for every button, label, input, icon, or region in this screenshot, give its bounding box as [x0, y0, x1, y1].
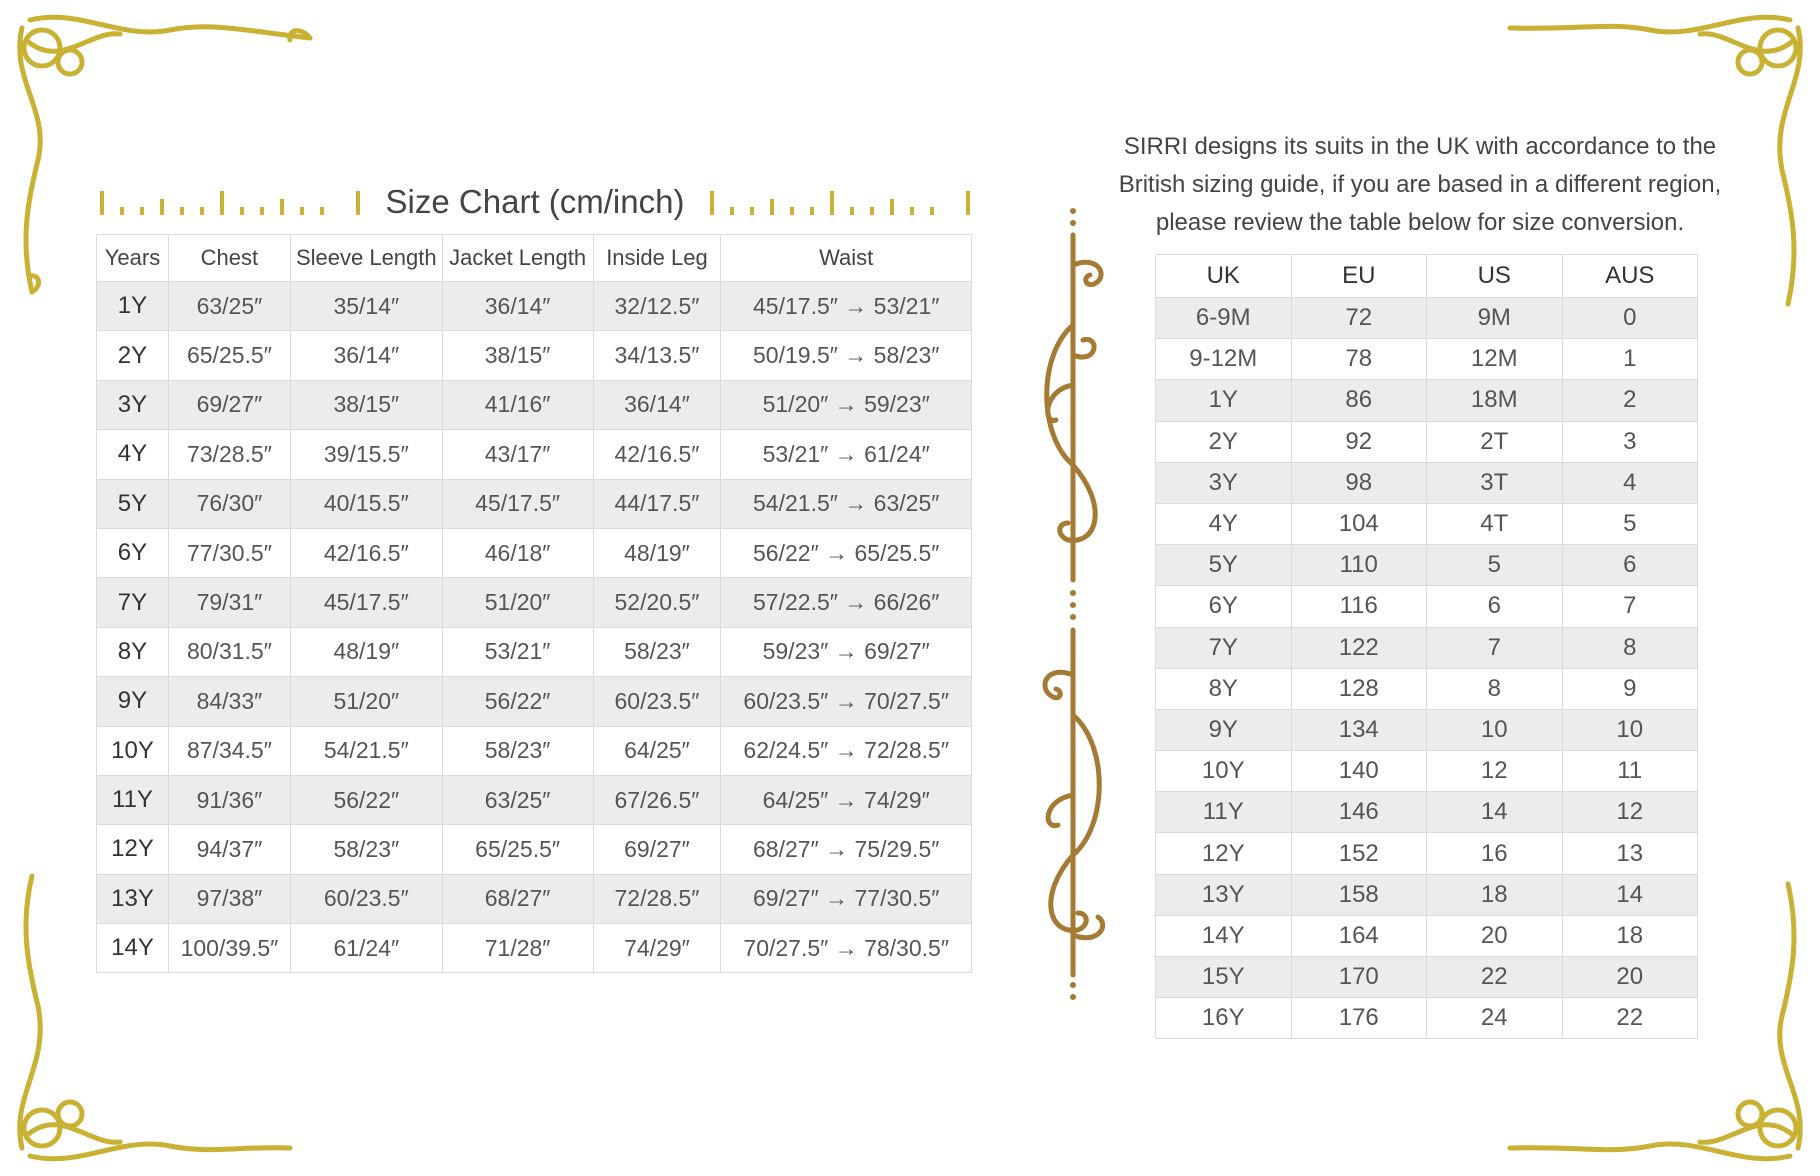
- table-cell: 69/27″: [593, 825, 721, 874]
- table-cell: 36/14″: [290, 331, 442, 380]
- table-cell: 32/12.5″: [593, 282, 721, 331]
- table-cell: 3Y: [1156, 462, 1292, 503]
- table-row: [97, 578, 972, 627]
- table-cell: 7: [1427, 627, 1563, 668]
- table-row: [1156, 298, 1698, 339]
- table-cell: 12: [1427, 751, 1563, 792]
- table-cell: 69/27″ → 77/30.5″: [721, 874, 972, 923]
- table-cell: 57/22.5″ → 66/26″: [721, 578, 972, 627]
- table-cell: 6-9M: [1156, 298, 1292, 339]
- table-cell: 91/36″: [168, 775, 290, 824]
- table-cell: 98: [1291, 462, 1427, 503]
- table-cell: 24: [1427, 998, 1563, 1039]
- table-cell: 79/31″: [168, 578, 290, 627]
- table-cell: 51/20″: [442, 578, 593, 627]
- table-row: [97, 775, 972, 824]
- table-cell: 76/30″: [168, 479, 290, 528]
- table-cell: 12: [1562, 792, 1698, 833]
- table-row: [1156, 627, 1698, 668]
- ruler-right-icon: [710, 189, 970, 215]
- column-header-years: Years: [97, 235, 169, 282]
- table-cell: 84/33″: [168, 677, 290, 726]
- table-cell: 53/21″: [442, 627, 593, 676]
- table-cell: 10Y: [1156, 751, 1292, 792]
- table-cell: 56/22″: [290, 775, 442, 824]
- intro-line: British sizing guide, if you are based in a different region,: [1118, 171, 1722, 198]
- table-cell: 11: [1562, 751, 1698, 792]
- table-cell: 7: [1562, 586, 1698, 627]
- table-cell: 13: [1562, 833, 1698, 874]
- column-header-eu: EU: [1291, 255, 1427, 298]
- table-cell: 3Y: [97, 380, 169, 429]
- table-cell: 34/13.5″: [593, 331, 721, 380]
- table-row: [1156, 339, 1698, 380]
- table-cell: 134: [1291, 709, 1427, 750]
- table-cell: 64/25″: [593, 726, 721, 775]
- column-header-chest: Chest: [168, 235, 290, 282]
- table-cell: 70/27.5″ → 78/30.5″: [721, 924, 972, 973]
- column-header-uk: UK: [1156, 255, 1292, 298]
- table-cell: 12M: [1427, 339, 1563, 380]
- column-header-waist: Waist: [721, 235, 972, 282]
- table-cell: 10Y: [97, 726, 169, 775]
- table-cell: 54/21.5″ → 63/25″: [721, 479, 972, 528]
- size-chart-title-row: [100, 180, 970, 224]
- table-cell: 4Y: [1156, 503, 1292, 544]
- table-row: [1156, 833, 1698, 874]
- table-cell: 1Y: [97, 282, 169, 331]
- table-cell: 60/23.5″: [593, 677, 721, 726]
- table-cell: 2: [1562, 380, 1698, 421]
- table-cell: 45/17.5″: [442, 479, 593, 528]
- table-cell: 36/14″: [442, 282, 593, 331]
- table-cell: 68/27″ → 75/29.5″: [721, 825, 972, 874]
- table-row: [1156, 503, 1698, 544]
- column-header-us: US: [1427, 255, 1563, 298]
- table-cell: 60/23.5″ → 70/27.5″: [721, 677, 972, 726]
- table-cell: 72: [1291, 298, 1427, 339]
- table-cell: 20: [1562, 957, 1698, 998]
- table-cell: 42/16.5″: [593, 430, 721, 479]
- table-cell: 18M: [1427, 380, 1563, 421]
- table-cell: 9-12M: [1156, 339, 1292, 380]
- table-cell: 60/23.5″: [290, 874, 442, 923]
- column-header-jacket-length: Jacket Length: [442, 235, 593, 282]
- table-cell: 44/17.5″: [593, 479, 721, 528]
- table-row: [97, 430, 972, 479]
- table-cell: 48/19″: [290, 627, 442, 676]
- table-row: [97, 627, 972, 676]
- table-cell: 87/34.5″: [168, 726, 290, 775]
- table-row: [1156, 462, 1698, 503]
- table-cell: 8Y: [97, 627, 169, 676]
- table-cell: 15Y: [1156, 957, 1292, 998]
- table-row: [97, 528, 972, 577]
- table-cell: 6: [1427, 586, 1563, 627]
- size-chart-table: [96, 234, 972, 973]
- table-row: [1156, 586, 1698, 627]
- table-row: [1156, 915, 1698, 956]
- table-row: [1156, 421, 1698, 462]
- table-row: [97, 874, 972, 923]
- table-cell: 16Y: [1156, 998, 1292, 1039]
- table-cell: 8Y: [1156, 668, 1292, 709]
- table-row: [97, 924, 972, 973]
- table-cell: 39/15.5″: [290, 430, 442, 479]
- table-cell: 54/21.5″: [290, 726, 442, 775]
- table-cell: 122: [1291, 627, 1427, 668]
- table-cell: 63/25″: [442, 775, 593, 824]
- table-cell: 1Y: [1156, 380, 1292, 421]
- table-cell: 6Y: [1156, 586, 1292, 627]
- table-row: [1156, 380, 1698, 421]
- table-cell: 6Y: [97, 528, 169, 577]
- table-cell: 51/20″ → 59/23″: [721, 380, 972, 429]
- table-cell: 10: [1427, 709, 1563, 750]
- table-row: [97, 825, 972, 874]
- table-row: [97, 479, 972, 528]
- table-row: [97, 726, 972, 775]
- table-cell: 11Y: [1156, 792, 1292, 833]
- table-cell: 100/39.5″: [168, 924, 290, 973]
- table-cell: 42/16.5″: [290, 528, 442, 577]
- intro-line: SIRRI designs its suits in the UK with accordance to the: [1123, 133, 1717, 160]
- table-cell: 7Y: [1156, 627, 1292, 668]
- table-cell: 78: [1291, 339, 1427, 380]
- table-cell: 53/21″ → 61/24″: [721, 430, 972, 479]
- table-cell: 63/25″: [168, 282, 290, 331]
- table-cell: 80/31.5″: [168, 627, 290, 676]
- table-cell: 5: [1427, 545, 1563, 586]
- table-cell: 5Y: [97, 479, 169, 528]
- table-cell: 92: [1291, 421, 1427, 462]
- table-cell: 110: [1291, 545, 1427, 586]
- table-cell: 13Y: [1156, 874, 1292, 915]
- table-cell: 52/20.5″: [593, 578, 721, 627]
- table-cell: 2Y: [97, 331, 169, 380]
- table-cell: 65/25.5″: [442, 825, 593, 874]
- table-cell: 4Y: [97, 430, 169, 479]
- table-cell: 104: [1291, 503, 1427, 544]
- table-cell: 94/37″: [168, 825, 290, 874]
- table-cell: 3T: [1427, 462, 1563, 503]
- table-cell: 46/18″: [442, 528, 593, 577]
- table-cell: 7Y: [97, 578, 169, 627]
- table-cell: 14Y: [97, 924, 169, 973]
- table-cell: 56/22″: [442, 677, 593, 726]
- table-cell: 4: [1562, 462, 1698, 503]
- table-cell: 5: [1562, 503, 1698, 544]
- table-cell: 45/17.5″: [290, 578, 442, 627]
- table-row: [1156, 668, 1698, 709]
- table-cell: 4T: [1427, 503, 1563, 544]
- table-cell: 69/27″: [168, 380, 290, 429]
- table-row: [1156, 709, 1698, 750]
- table-cell: 67/26.5″: [593, 775, 721, 824]
- table-cell: 158: [1291, 874, 1427, 915]
- table-cell: 45/17.5″ → 53/21″: [721, 282, 972, 331]
- table-cell: 38/15″: [442, 331, 593, 380]
- table-cell: 58/23″: [290, 825, 442, 874]
- table-cell: 14Y: [1156, 915, 1292, 956]
- table-cell: 8: [1562, 627, 1698, 668]
- table-cell: 74/29″: [593, 924, 721, 973]
- table-cell: 86: [1291, 380, 1427, 421]
- table-cell: 68/27″: [442, 874, 593, 923]
- table-cell: 14: [1562, 874, 1698, 915]
- table-cell: 5Y: [1156, 545, 1292, 586]
- table-cell: 64/25″ → 74/29″: [721, 775, 972, 824]
- table-cell: 72/28.5″: [593, 874, 721, 923]
- column-header-aus: AUS: [1562, 255, 1698, 298]
- table-cell: 22: [1427, 957, 1563, 998]
- table-cell: 38/15″: [290, 380, 442, 429]
- table-cell: 1: [1562, 339, 1698, 380]
- table-cell: 164: [1291, 915, 1427, 956]
- table-cell: 61/24″: [290, 924, 442, 973]
- table-cell: 9Y: [1156, 709, 1292, 750]
- table-cell: 6: [1562, 545, 1698, 586]
- table-row: [1156, 751, 1698, 792]
- table-cell: 77/30.5″: [168, 528, 290, 577]
- size-conversion-table: [1155, 254, 1698, 1039]
- column-header-inside-leg: Inside Leg: [593, 235, 721, 282]
- table-row: [97, 282, 972, 331]
- ruler-left-icon: [100, 189, 360, 215]
- table-cell: 12Y: [1156, 833, 1292, 874]
- table-row: [1156, 792, 1698, 833]
- table-row: [97, 331, 972, 380]
- table-cell: 152: [1291, 833, 1427, 874]
- table-cell: 116: [1291, 586, 1427, 627]
- table-cell: 0: [1562, 298, 1698, 339]
- table-cell: 59/23″ → 69/27″: [721, 627, 972, 676]
- table-row: [1156, 957, 1698, 998]
- table-cell: 8: [1427, 668, 1563, 709]
- table-cell: 40/15.5″: [290, 479, 442, 528]
- table-cell: 48/19″: [593, 528, 721, 577]
- table-row: [1156, 545, 1698, 586]
- table-cell: 170: [1291, 957, 1427, 998]
- table-row: [97, 677, 972, 726]
- table-cell: 3: [1562, 421, 1698, 462]
- table-cell: 2T: [1427, 421, 1563, 462]
- table-cell: 146: [1291, 792, 1427, 833]
- table-cell: 58/23″: [593, 627, 721, 676]
- table-cell: 9: [1562, 668, 1698, 709]
- table-row: [1156, 874, 1698, 915]
- table-cell: 56/22″ → 65/25.5″: [721, 528, 972, 577]
- table-cell: 18: [1427, 874, 1563, 915]
- table-cell: 16: [1427, 833, 1563, 874]
- table-cell: 73/28.5″: [168, 430, 290, 479]
- table-cell: 10: [1562, 709, 1698, 750]
- column-header-sleeve-length: Sleeve Length: [290, 235, 442, 282]
- table-row: [97, 380, 972, 429]
- size-conversion-intro: [1100, 128, 1740, 242]
- table-cell: 71/28″: [442, 924, 593, 973]
- table-cell: 41/16″: [442, 380, 593, 429]
- table-cell: 9Y: [97, 677, 169, 726]
- table-cell: 51/20″: [290, 677, 442, 726]
- table-cell: 2Y: [1156, 421, 1292, 462]
- table-cell: 20: [1427, 915, 1563, 956]
- center-divider-ornament-icon: [1028, 205, 1118, 1005]
- table-cell: 14: [1427, 792, 1563, 833]
- table-cell: 62/24.5″ → 72/28.5″: [721, 726, 972, 775]
- table-cell: 97/38″: [168, 874, 290, 923]
- table-cell: 140: [1291, 751, 1427, 792]
- intro-line: please review the table below for size conversion.: [1155, 209, 1685, 236]
- table-cell: 9M: [1427, 298, 1563, 339]
- table-cell: 50/19.5″ → 58/23″: [721, 331, 972, 380]
- table-cell: 43/17″: [442, 430, 593, 479]
- table-cell: 36/14″: [593, 380, 721, 429]
- size-chart-title: Size Chart (cm/inch): [385, 183, 685, 220]
- table-cell: 35/14″: [290, 282, 442, 331]
- table-cell: 22: [1562, 998, 1698, 1039]
- conversion-header-row: [1156, 255, 1698, 298]
- table-row: [1156, 998, 1698, 1039]
- table-cell: 176: [1291, 998, 1427, 1039]
- size-chart-header-row: [97, 235, 972, 282]
- table-cell: 11Y: [97, 775, 169, 824]
- table-cell: 58/23″: [442, 726, 593, 775]
- table-cell: 13Y: [97, 874, 169, 923]
- table-cell: 65/25.5″: [168, 331, 290, 380]
- table-cell: 12Y: [97, 825, 169, 874]
- table-cell: 128: [1291, 668, 1427, 709]
- table-cell: 18: [1562, 915, 1698, 956]
